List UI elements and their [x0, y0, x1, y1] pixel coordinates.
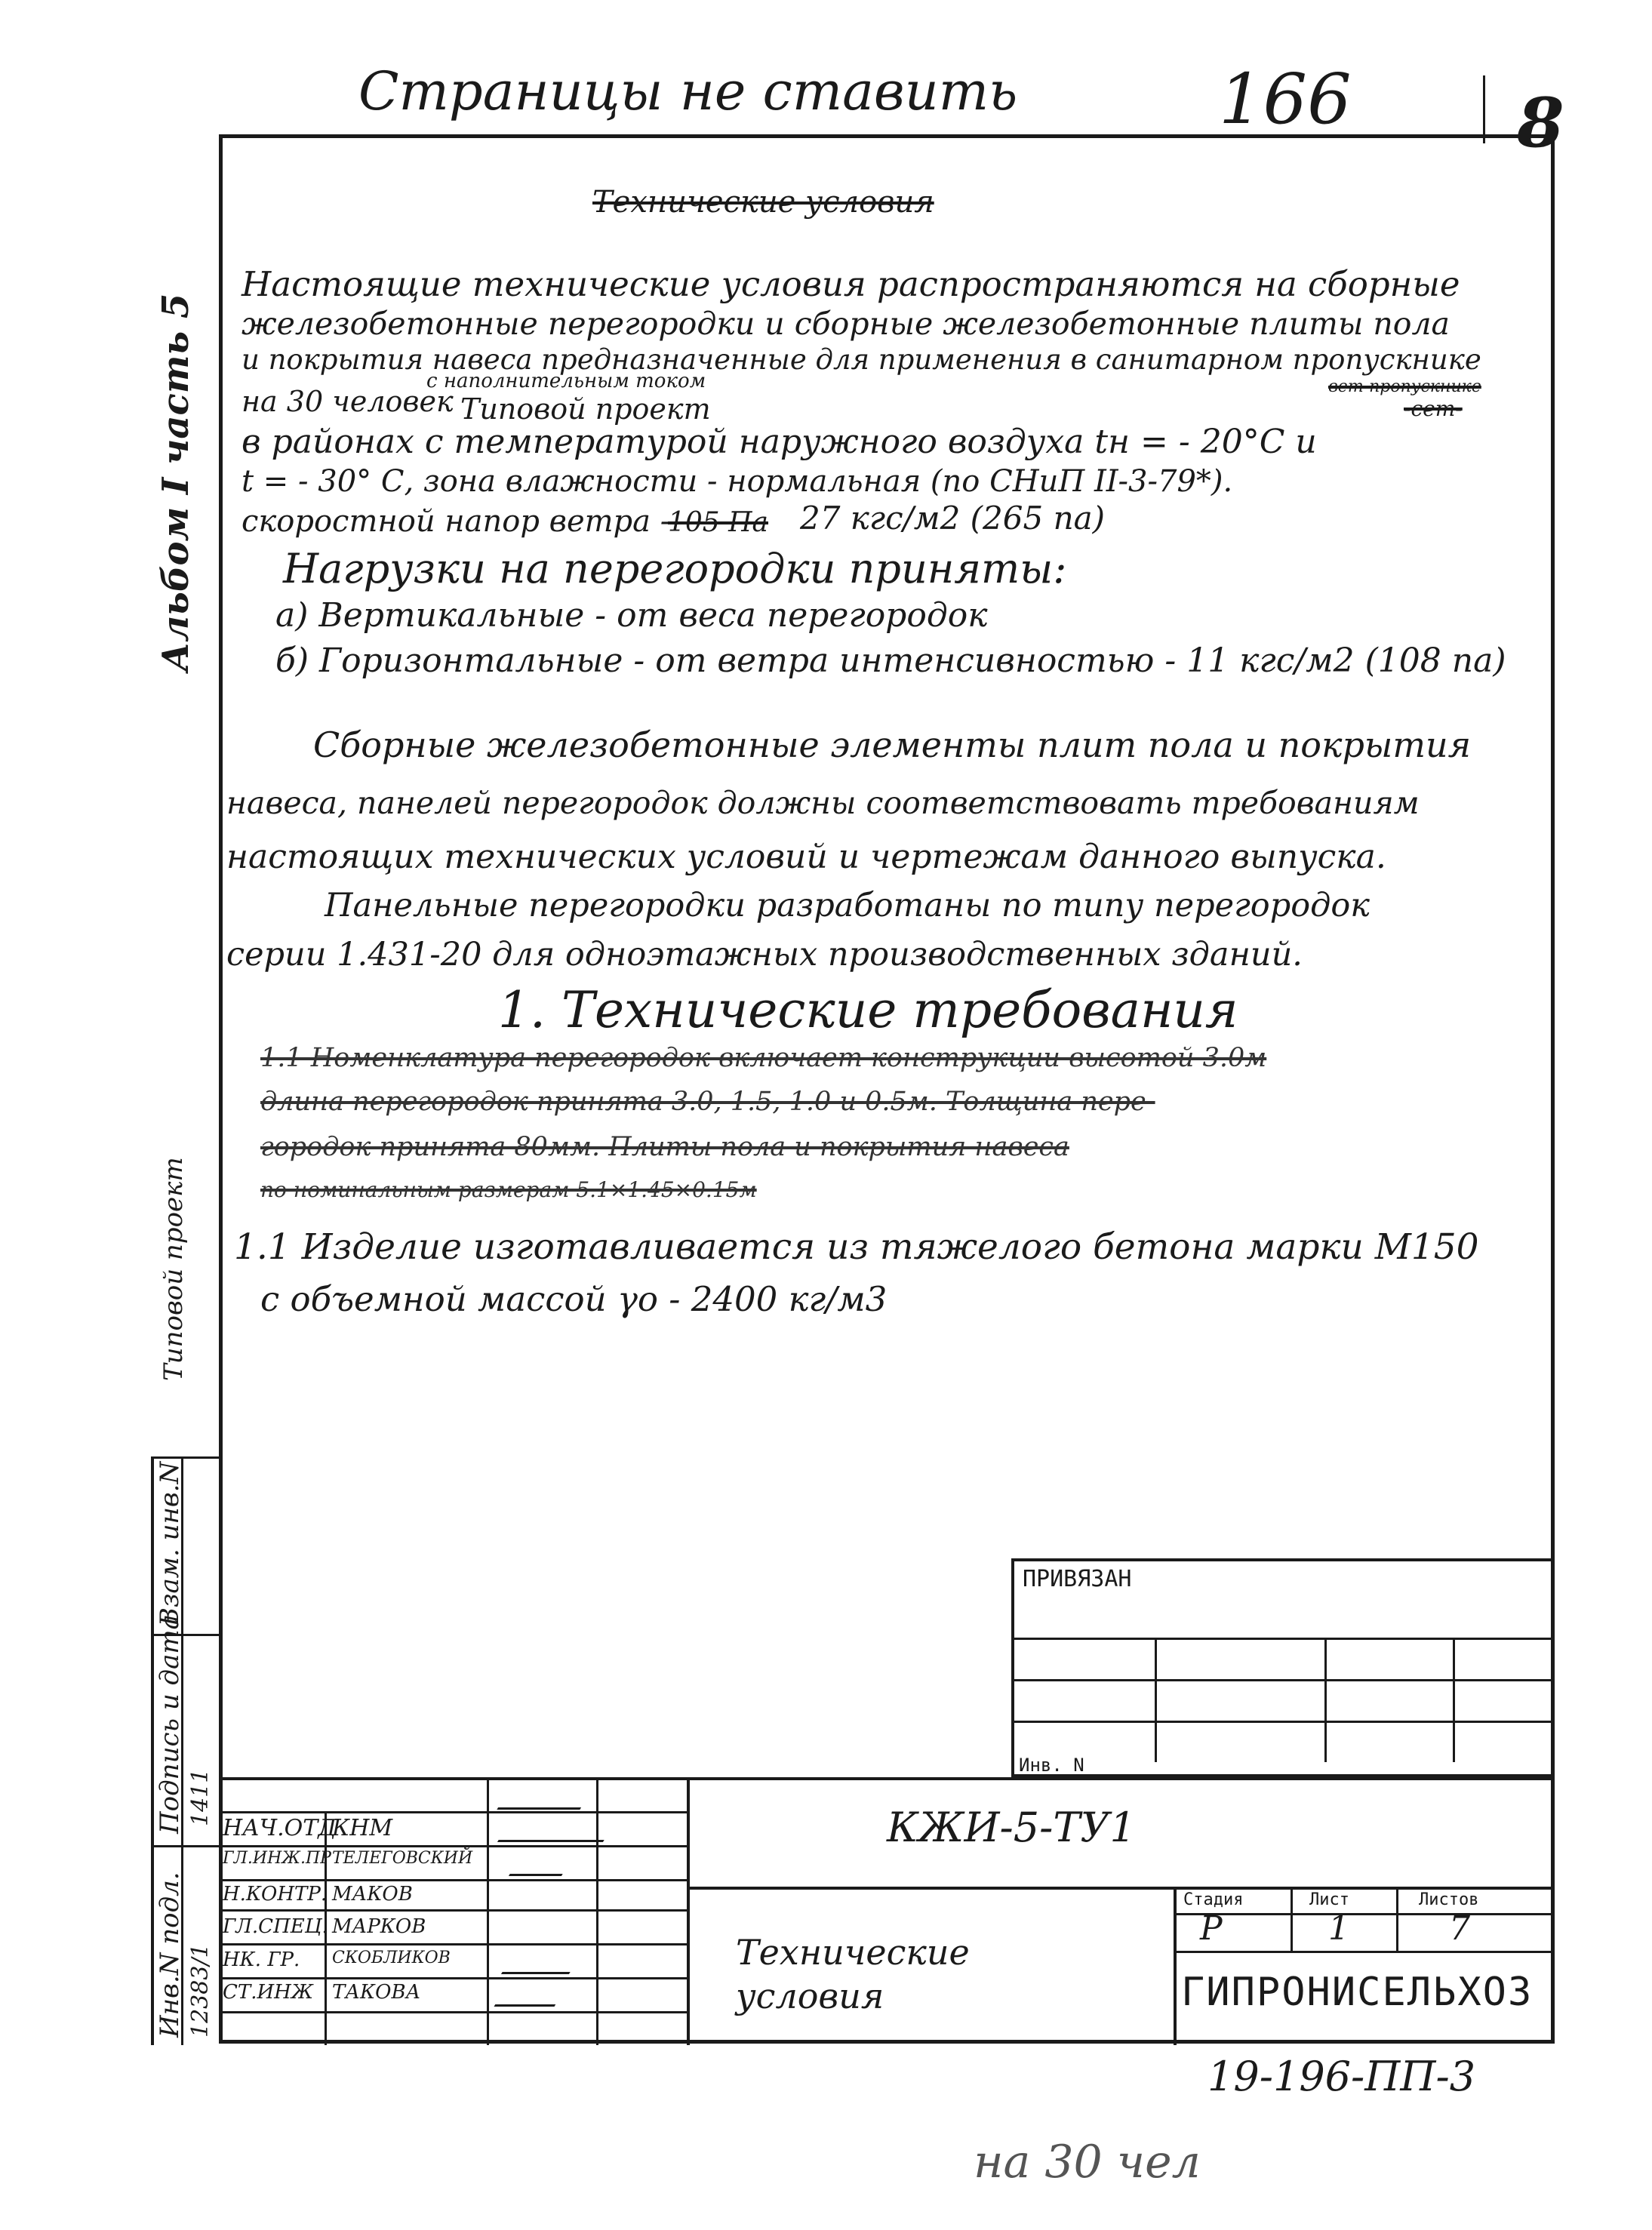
roles-row — [219, 1943, 687, 1945]
stage-col — [1291, 1887, 1293, 1951]
body-line: Типовой проект — [460, 392, 711, 426]
inv-no-label: Инв. N — [1019, 1755, 1084, 1776]
sheet-label: Лист — [1309, 1890, 1349, 1909]
body-line: на 30 человек — [241, 385, 454, 418]
roles-row — [219, 1811, 687, 1813]
sidebar-inv-orig: Инв.N подл. — [155, 1872, 185, 2038]
load-item: б) Горизонтальные - от ветра интенсивностью - 11 кгс/м2 (108 па) — [275, 641, 1506, 680]
privyazan-row — [1011, 1679, 1555, 1681]
body-line: t = - 30° С, зона влажности - нормальная (по СНиП II-3-79*). — [241, 464, 1233, 499]
role-name: МАРКОВ — [332, 1915, 426, 1938]
page-number: 166 — [1219, 59, 1352, 140]
stage-row — [1174, 1913, 1555, 1915]
struck-text: вет-пропускнике — [1328, 377, 1481, 396]
role-name: КНМ — [332, 1815, 393, 1841]
titleblock-split — [687, 1777, 690, 2045]
footer-handnote: на 30 чел — [974, 2136, 1201, 2188]
doc-number: 19-196-ПП-3 — [1207, 2053, 1476, 2100]
struck-line: городок принята 80мм. Плиты пола и покрытия навеса — [260, 1132, 1069, 1162]
signature-mark — [497, 1826, 612, 1842]
sheets-value: 7 — [1449, 1909, 1470, 1948]
sidebar-inv-repl: Взам. инв.N — [155, 1461, 185, 1626]
sheet-value: 1 — [1328, 1909, 1349, 1948]
requirement-line: с объемной массой γо - 2400 кг/м3 — [260, 1279, 888, 1319]
body-line: 27 кгс/м2 (265 па) — [800, 500, 1106, 537]
signature-mark — [509, 1860, 571, 1876]
signature-mark — [497, 1792, 589, 1810]
stage-label: Стадия — [1183, 1890, 1244, 1909]
privyazan-col — [1155, 1638, 1157, 1762]
sidebar-sign-date: Подпись и дата — [155, 1614, 185, 1834]
body-line: серии 1.431-20 для одноэтажных производственных зданий. — [226, 936, 1303, 974]
struck-line: длина перегородок принята 3.0, 1.5, 1.0 и 0.5м. Толщина пере- — [260, 1087, 1155, 1117]
titleblock-mid — [687, 1887, 1555, 1890]
sidebar-inv-orig-value: 12383/1 — [187, 1943, 214, 2038]
sidebar-border — [151, 1456, 154, 2045]
sidebar-project: Типовой проект — [158, 1157, 189, 1381]
body-line: и покрытия навеса предназначенные для применения в санитарном пропускнике — [241, 343, 1481, 376]
role-name: ТЕЛЕГОВСКИЙ — [332, 1849, 473, 1868]
organization: ГИПРОНИСЕЛЬХОЗ — [1181, 1970, 1534, 2015]
roles-row — [219, 1909, 687, 1912]
titleblock-top — [219, 1777, 1555, 1780]
doc-title: Технические условия — [592, 185, 934, 220]
sheets-label: Листов — [1419, 1890, 1479, 1909]
section-title: 1. Технические требования — [498, 981, 1238, 1039]
doc-code: КЖИ-5-ТУ1 — [887, 1804, 1136, 1851]
doc-name-l1: Технические — [736, 1932, 970, 1973]
role-label: НАЧ.ОТД — [223, 1815, 337, 1841]
body-line: в районах с температурой наружного воздуха tн = - 20°С и — [241, 423, 1317, 461]
role-name: МАКОВ — [332, 1883, 413, 1905]
roles-row — [219, 1879, 687, 1881]
struck-text: -сет- — [1404, 396, 1463, 421]
stage-row — [1174, 1951, 1555, 1953]
role-label: Н.КОНТР. — [223, 1883, 328, 1905]
privyazan-col — [1324, 1638, 1327, 1762]
roles-row — [219, 2011, 687, 2013]
role-name: СКОБЛИКОВ — [332, 1949, 451, 1967]
role-label: НК. ГР. — [223, 1949, 300, 1971]
sidebar-album: Альбом I часть 5 — [155, 293, 197, 672]
privyazan-row — [1011, 1721, 1555, 1723]
body-line: навеса, панелей перегородок должны соответствовать требованиям — [226, 785, 1420, 821]
body-line: скоростной напор ветра - — [241, 504, 671, 539]
sidebar-sign-value: 1411 — [187, 1768, 214, 1826]
body-line: настоящих технических условий и чертежам данного выпуска. — [226, 838, 1386, 876]
roles-row — [219, 1977, 687, 1979]
sheet-mark: 8 — [1517, 83, 1564, 163]
privyazan-label: ПРИВЯЗАН — [1023, 1566, 1132, 1592]
stage-value: Р — [1200, 1909, 1223, 1948]
titleblock-split — [1174, 1887, 1177, 2045]
signature-mark — [501, 1958, 578, 1974]
header-note: Страницы не ставить — [358, 60, 1018, 122]
stage-col — [1396, 1887, 1398, 1951]
body-line: Настоящие технические условия распространяются на сборные — [241, 264, 1460, 304]
role-label: ГЛ.СПЕЦ. — [223, 1915, 328, 1938]
body-line: железобетонные перегородки и сборные железобетонные плиты пола — [241, 306, 1450, 342]
body-line: Панельные перегородки разработаны по типу перегородок — [325, 887, 1370, 924]
sidebar-top — [151, 1456, 220, 1459]
role-label: ГЛ.ИНЖ.ПР — [223, 1849, 331, 1868]
requirement-line: 1.1 Изделие изготавливается из тяжелого бетона марки М150 — [234, 1226, 1479, 1268]
body-line: Сборные железобетонные элементы плит пола и покрытия — [313, 724, 1472, 765]
role-label: СТ.ИНЖ — [223, 1981, 314, 2004]
struck-line: 1.1 Номенклатура перегородок включает конструкции высотой 3.0м — [260, 1043, 1267, 1073]
doc-name-l2: условия — [736, 1976, 884, 2016]
insert-note: с наполнительным током — [426, 370, 706, 392]
privyazan-col — [1453, 1638, 1455, 1762]
signature-mark — [494, 1992, 563, 2007]
load-item: а) Вертикальные - от веса перегородок — [275, 596, 988, 635]
privyazan-row — [1011, 1638, 1555, 1640]
loads-title: Нагрузки на перегородки приняты: — [283, 545, 1067, 592]
struck-text: 105 Па — [668, 507, 769, 538]
header-divider — [1483, 75, 1485, 143]
sidebar-sep2 — [151, 1845, 220, 1847]
roles-row — [219, 1845, 687, 1847]
role-name: ТАКОВА — [332, 1981, 421, 2004]
struck-line: по номинальным размерам 5.1×1.45×0.15м — [260, 1177, 757, 1202]
